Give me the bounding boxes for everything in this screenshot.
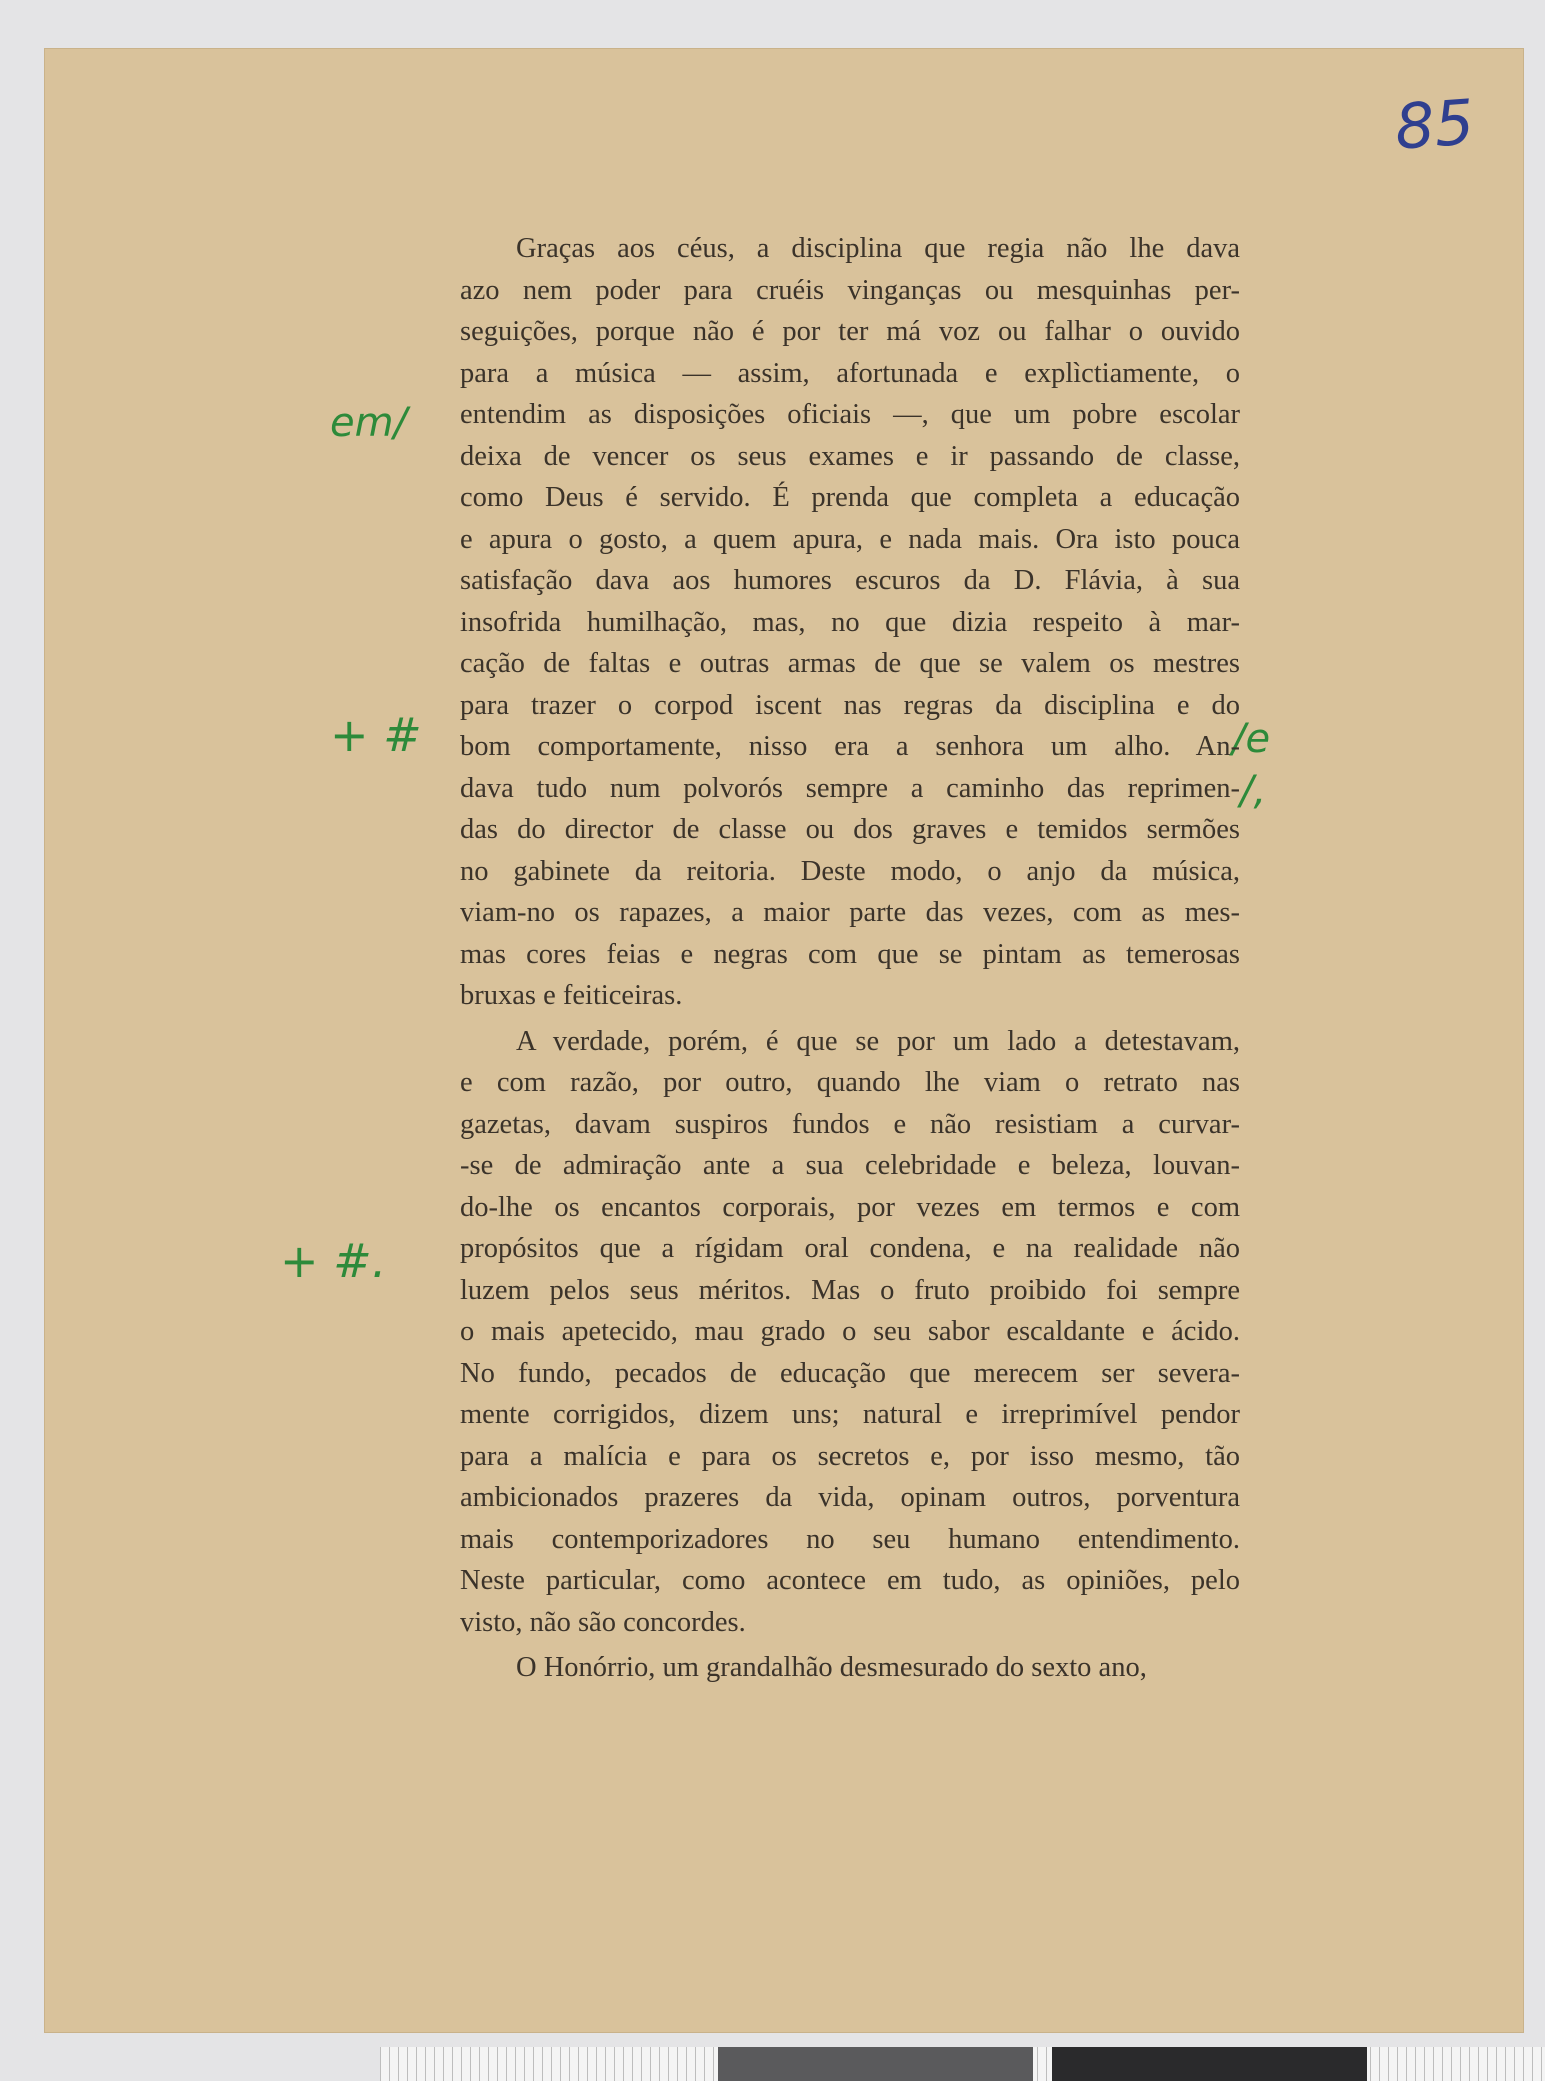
color-swatch-black [1052, 2047, 1367, 2081]
text-line: deixa de vencer os seus exames e ir passando de classe, [460, 440, 1240, 472]
text-line: -se de admiração ante a sua celebridade e beleza, louvan- [460, 1150, 1240, 1181]
margin-mark-right-2: /, [1240, 768, 1267, 814]
paragraph-3 [460, 1647, 1240, 1689]
text-line: das do director de classe ou dos graves e temidos sermões [460, 814, 1240, 845]
paragraph-2 [460, 1021, 1240, 1644]
text-line: mente corrigidos, dizem uns; natural e irreprimível pendor [460, 1399, 1240, 1430]
text-line: entendim as disposições oficiais —, que um pobre escolar [460, 399, 1240, 430]
text-line: para a música — assim, afortunada e explìctiamente, o [460, 357, 1240, 389]
text-line: mas cores feias e negras com que se pintam as temerosas [460, 938, 1240, 970]
color-swatch-grey [718, 2047, 1033, 2081]
text-line: para trazer o corpod iscent nas regras da disciplina e do [460, 689, 1240, 721]
text-line: do-lhe os encantos corporais, por vezes em termos e com [460, 1191, 1240, 1223]
text-line: satisfação dava aos humores escuros da D. Flávia, à sua [460, 565, 1240, 596]
text-line: seguições, porque não é por ter má voz ou falhar o ouvido [460, 316, 1240, 347]
text-line: Neste particular, como acontece em tudo, as opiniões, pelo [460, 1565, 1240, 1596]
text-line: cação de faltas e outras armas de que se valem os mestres [460, 648, 1240, 679]
body-text [460, 228, 1240, 1693]
text-line: propósitos que a rígidam oral condena, e na realidade não [460, 1233, 1240, 1264]
text-line: bom comportamente, nisso era a senhora um alho. An- [460, 731, 1240, 762]
text-line: e com razão, por outro, quando lhe viam o retrato nas [460, 1067, 1240, 1098]
text-line: mais contemporizadores no seu humano entendimento. [460, 1523, 1240, 1555]
manuscript-page [44, 48, 1524, 2033]
text-line: como Deus é servido. É prenda que completa a educação [460, 482, 1240, 513]
text-line: e apura o gosto, a quem apura, e nada mais. Ora isto pouca [460, 523, 1240, 555]
text-line: dava tudo num polvorós sempre a caminho das reprimen- [460, 772, 1240, 804]
page-number: 85 [1392, 85, 1477, 164]
text-line: A verdade, porém, é que se por um lado a detestavam, [516, 1025, 1240, 1057]
margin-mark-em: em/ [330, 400, 408, 446]
text-line: o mais apetecido, mau grado o seu sabor escaldante e ácido. [460, 1316, 1240, 1347]
margin-mark-3: + #. [280, 1234, 387, 1288]
margin-mark-right-1: /e [1232, 716, 1271, 762]
text-line: visto, não são concordes. [460, 1606, 746, 1638]
text-line: insofrida humilhação, mas, no que dizia respeito à mar- [460, 606, 1240, 638]
text-line: bruxas e feiticeiras. [460, 980, 683, 1011]
text-line: ambicionados prazeres da vida, opinam outros, porventura [460, 1482, 1240, 1513]
margin-mark-2: + # [330, 708, 422, 762]
text-line: No fundo, pecados de educação que merecem ser severa- [460, 1357, 1240, 1389]
text-line: O Honórrio, um grandalhão desmesurado do sexto ano, [516, 1652, 1147, 1683]
text-line: gazetas, davam suspiros fundos e não resistiam a curvar- [460, 1108, 1240, 1140]
paragraph-1 [460, 228, 1240, 1017]
text-line: no gabinete da reitoria. Deste modo, o anjo da música, [460, 855, 1240, 887]
text-line: azo nem poder para cruéis vinganças ou mesquinhas per- [460, 274, 1240, 306]
text-line: para a malícia e para os secretos e, por isso mesmo, tão [460, 1440, 1240, 1472]
text-line: viam-no os rapazes, a maior parte das vezes, com as mes- [460, 897, 1240, 928]
text-line: luzem pelos seus méritos. Mas o fruto proibido foi sempre [460, 1274, 1240, 1306]
text-line: Graças aos céus, a disciplina que regia não lhe dava [516, 233, 1240, 264]
